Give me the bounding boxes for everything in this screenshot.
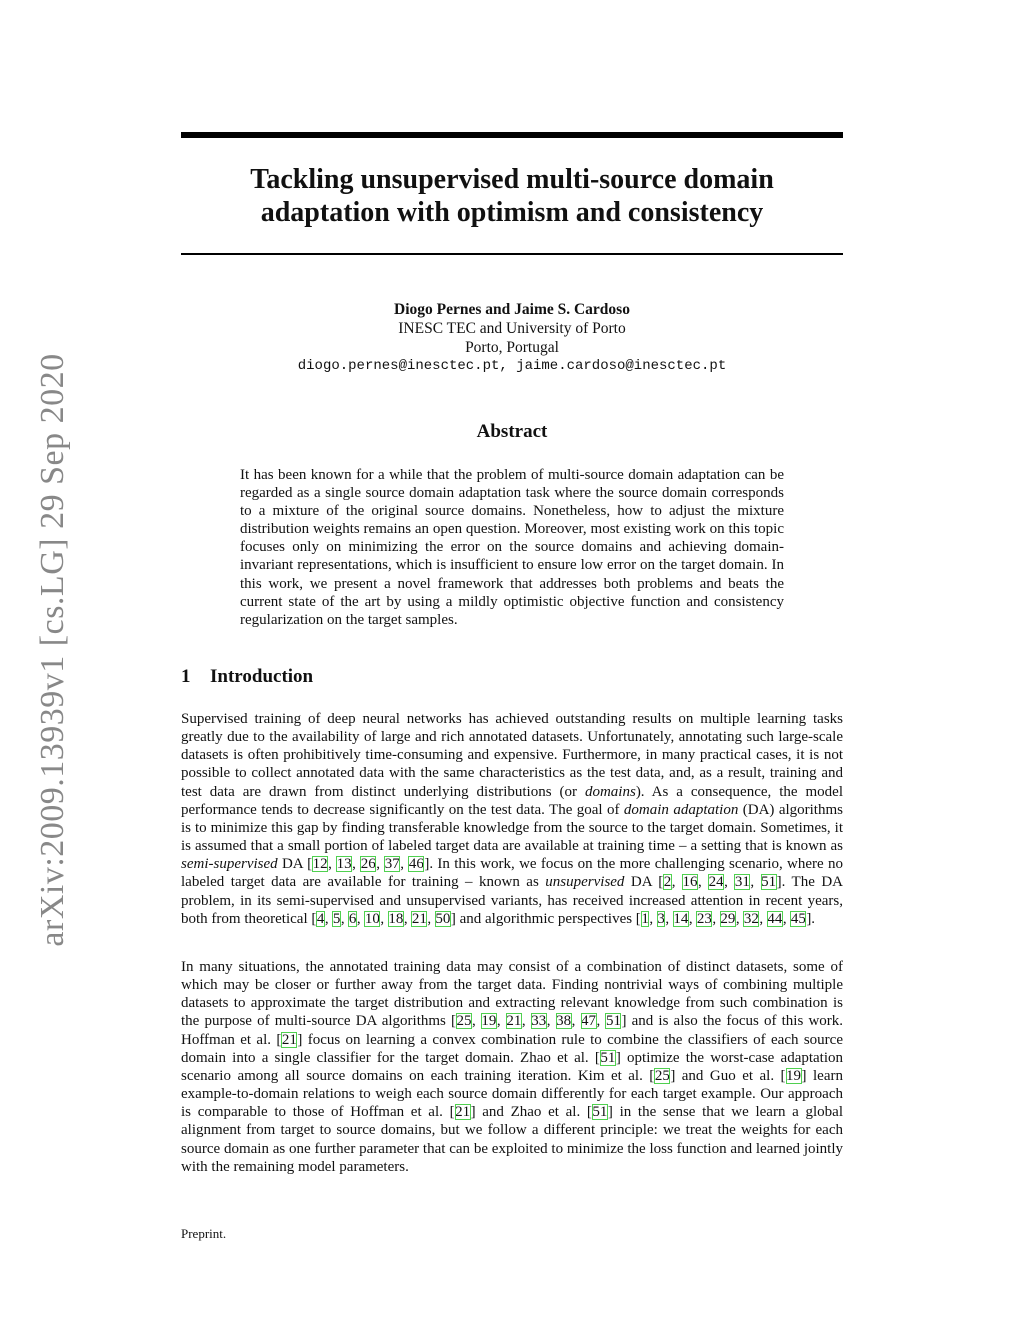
title-top-rule <box>181 132 843 138</box>
citation-link[interactable]: 21 <box>411 910 427 927</box>
citation-link[interactable]: 51 <box>592 1104 608 1121</box>
paper-title <box>181 163 843 229</box>
emphasis: unsupervised <box>545 874 625 891</box>
title-line-1: Tackling unsupervised multi-source domain <box>250 164 774 195</box>
citation-link[interactable]: 47 <box>581 1013 597 1030</box>
citation-group <box>600 1050 616 1066</box>
citation-link[interactable]: 44 <box>767 910 783 927</box>
title-bottom-rule <box>181 253 843 255</box>
citation-link[interactable]: 12 <box>312 856 328 873</box>
citation-link[interactable]: 19 <box>481 1013 497 1030</box>
text-run: ] optimize the worst-case adaptation scenario among all source domains on each training iteration. Kim et al. [ <box>181 1049 844 1084</box>
citation-group <box>455 1104 471 1120</box>
citation-link[interactable]: 19 <box>786 1067 802 1084</box>
author-emails: diogo.pernes@inesctec.pt, jaime.cardoso@inesctec.pt <box>297 358 727 374</box>
text-run: Supervised training of deep neural networks has achieved outstanding results on multiple learning tasks greatly due to the availability of large and rich annotated datasets. Unfortunately, annotating such large-scale datasets is often prohibitively time-consuming and expensive. Furthermore, in many practical cases, it is not possible to collect annotated data with the same characteristics as the test data, and, as a result, training and test data are drawn from distinct underlying distributions (or <box>181 711 843 800</box>
citation-link[interactable]: 13 <box>336 856 352 873</box>
citation-group: 4, 5, 6, 10, 18, 21, 50 <box>316 910 451 927</box>
citation-link[interactable]: 21 <box>455 1104 471 1121</box>
citation-link[interactable]: 2 <box>663 874 672 891</box>
emphasis: semi-supervised <box>181 856 278 873</box>
citation-link[interactable]: 37 <box>384 856 400 873</box>
text-run: ] and is also the focus of this work. Hoffman et al. [ <box>181 1013 844 1048</box>
arxiv-identifier-stamp: arXiv:2009.13939v1 [cs.LG] 29 Sep 2020 <box>34 353 71 947</box>
citation-link[interactable]: 21 <box>506 1013 522 1030</box>
citation-link[interactable]: 32 <box>743 910 759 927</box>
text-run: ] in the sense that we learn a global alignment from target to source domains, but we follow a different principle: we treat the weights for each source domain as one further parameter that can be exploited to minimize the loss function and learned jointly with the remaining model parameters. <box>181 1104 843 1175</box>
citation-link[interactable]: 24 <box>708 874 724 891</box>
author-block <box>181 300 843 376</box>
citation-link[interactable]: 51 <box>761 874 777 891</box>
citation-link[interactable]: 31 <box>734 874 750 891</box>
citation-link[interactable]: 25 <box>654 1067 670 1084</box>
citation-link[interactable]: 16 <box>682 874 698 891</box>
citation-link[interactable]: 23 <box>696 910 712 927</box>
citation-link[interactable]: 14 <box>673 910 689 927</box>
citation-link[interactable]: 46 <box>408 856 424 873</box>
text-run: ] and Zhao et al. [ <box>470 1104 592 1121</box>
section-title: Introduction <box>210 666 314 687</box>
citation-link[interactable]: 18 <box>388 910 404 927</box>
title-line-2: adaptation with optimism and consistency <box>260 197 764 228</box>
citation-link[interactable]: 38 <box>556 1013 572 1030</box>
citation-link[interactable]: 3 <box>657 910 665 927</box>
citation-group: 25, 19, 21, 33, 38, 47, 51 <box>456 1013 621 1030</box>
emphasis: domains <box>584 783 636 800</box>
section-heading-introduction <box>181 666 843 688</box>
author-location: Porto, Portugal <box>465 339 559 356</box>
footer-preprint: Preprint. <box>181 1226 227 1241</box>
abstract-heading: Abstract <box>476 421 548 442</box>
abstract-text: It has been known for a while that the problem of multi-source domain adaptation can be regarded as a single source domain adaptation task where the source domain corresponds to a mixture of the original source domains. Nonetheless, how to adjust the mixture distribution weights remains an open question. Moreover, most existing work on this topic focuses only on minimizing the error on the source domains and achieving domain-invariant representations, which is insufficient to ensure low error on the target domain. In this work, we present a novel framework that addresses both problems and beats the current state of the art by using a mildly optimistic objective function and consistency regularization on the target samples. <box>240 467 784 628</box>
author-affiliation: INESC TEC and University of Porto <box>398 320 626 337</box>
citation-link[interactable]: 4 <box>316 910 325 927</box>
citation-link[interactable]: 33 <box>531 1013 547 1030</box>
text-run: ] learn example-to-domain relations to weigh each source domain differently for each target example. Our approach is comparable to those of Hoffman et al. [ <box>181 1067 843 1121</box>
citation-group <box>786 1068 802 1084</box>
text-run: ] focus on learning a convex combination rule to combine the classifiers of each source domain into a single classifier for the target domain. Zhao et al. [ <box>181 1031 843 1066</box>
text-run: DA [ <box>277 856 313 873</box>
citation-link[interactable]: 25 <box>456 1013 472 1030</box>
text-run: ]. <box>806 910 816 927</box>
intro-paragraph-2 <box>181 958 843 1176</box>
text-run: ] and Guo et al. [ <box>670 1067 786 1084</box>
citation-link[interactable]: 10 <box>364 910 380 927</box>
citation-group: 12, 13, 26, 37, 46 <box>312 856 424 873</box>
text-run: In many situations, the annotated training data may consist of a combination of distinct datasets, some of which may be closer or further away from the target data. Finding nontrivial ways of combining multiple datasets to approximate the target distribution and extracting relevant knowledge from such combination is the purpose of multi-source DA algorithms [ <box>181 959 843 1030</box>
text-run: ]. In this work, we focus on the more challenging scenario, where no labeled target data are available for training – known as <box>181 856 844 891</box>
author-names: Diogo Pernes and Jaime S. Cardoso <box>394 301 630 318</box>
citation-link[interactable]: 45 <box>790 910 806 927</box>
citation-group: 1, 3, 14, 23, 29, 32, 44, 45 <box>641 910 806 927</box>
citation-group <box>281 1032 297 1048</box>
text-run: ). As a consequence, the model performance tends to decrease significantly on the test data. The goal of <box>181 783 843 818</box>
emphasis: domain adaptation <box>623 801 739 818</box>
citation-link[interactable]: 26 <box>360 856 376 873</box>
citation-group: 2, 16, 24, 31, 51 <box>663 874 777 891</box>
citation-link[interactable]: 51 <box>600 1049 616 1066</box>
citation-link[interactable]: 21 <box>281 1031 297 1048</box>
citation-link[interactable]: 1 <box>641 910 649 927</box>
text-run: DA [ <box>624 874 664 891</box>
citation-link[interactable]: 29 <box>720 910 736 927</box>
citation-link[interactable]: 6 <box>348 910 357 927</box>
text-run: (DA) algorithms is to minimize this gap by finding transferable knowledge from the source to the target domain. Sometimes, it is assumed that a small portion of labeled target data are available at training time – a setting that is known as <box>181 801 843 855</box>
citation-link[interactable]: 51 <box>605 1013 621 1030</box>
citation-link[interactable]: 50 <box>435 910 451 927</box>
section-number: 1 <box>181 666 191 687</box>
citation-group <box>592 1104 608 1120</box>
citation-group <box>654 1068 670 1084</box>
text-run: ]. The DA problem, in its semi-supervised and unsupervised variants, has received increased attention in recent years, both from theoretical [ <box>181 874 843 927</box>
intro-paragraph-1 <box>181 710 843 928</box>
citation-link[interactable]: 5 <box>332 910 341 927</box>
text-run: ] and algorithmic perspectives [ <box>450 910 641 927</box>
